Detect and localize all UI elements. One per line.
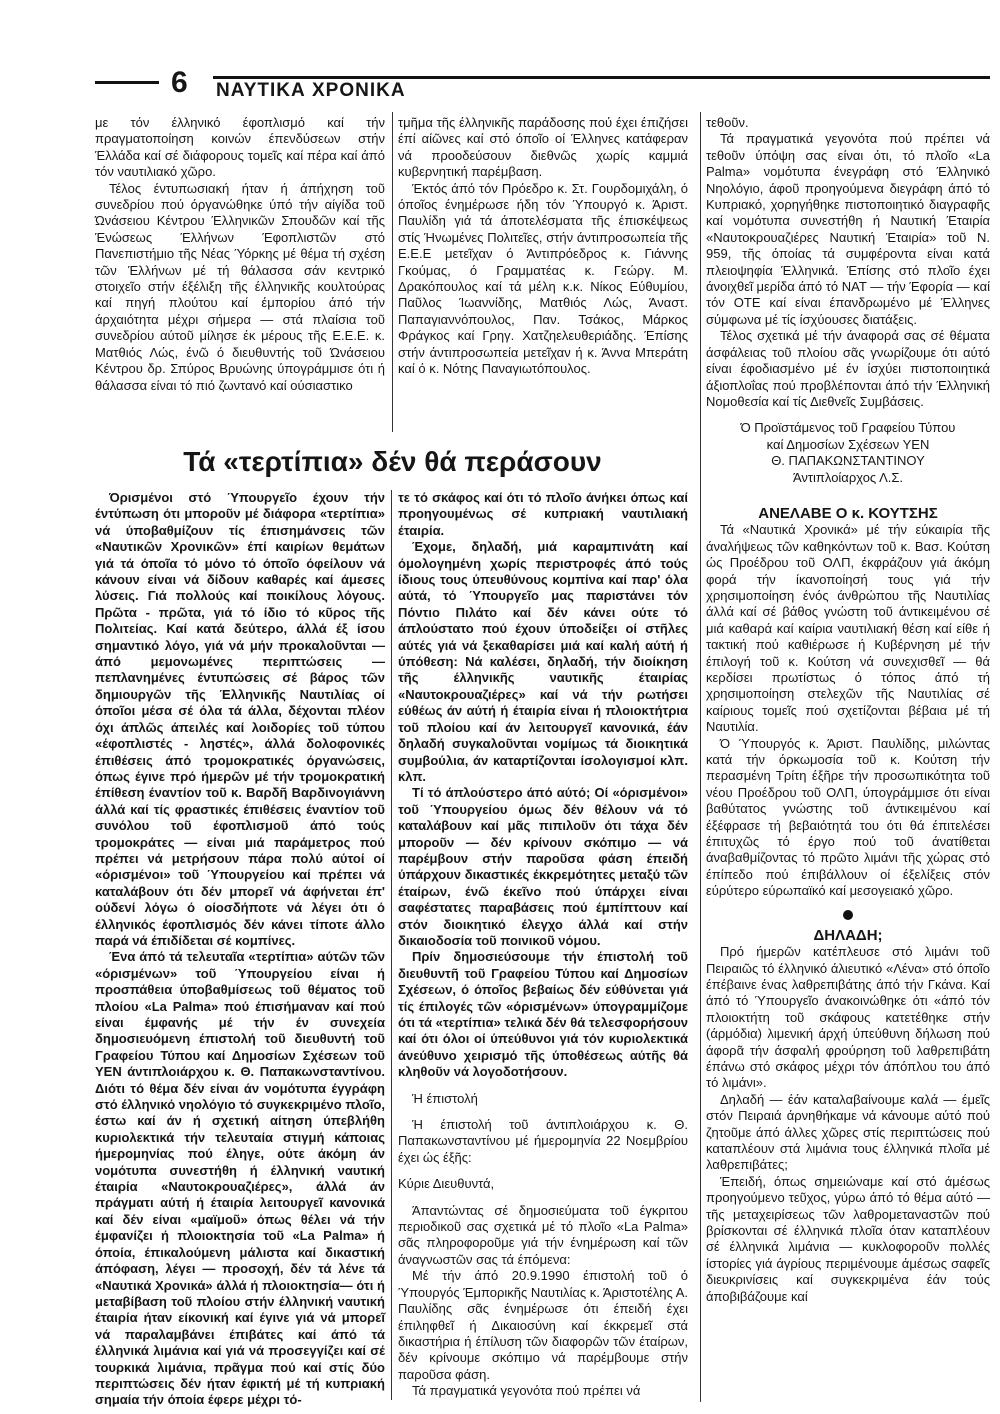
article-middle-column [398, 490, 688, 1400]
paragraph: Μέ τήν άπό 20.9.1990 έπιστολή τοῦ ό Ύπουργός Έμπορικῆς Ναυτιλίας κ. Άριστοτέλης Α. Παυλίδης σᾶς ένημέρωσε ότι έπειδή έχει έπιληφθεῖ ή Δικαιοσύνη καί έκκρεμεῖ στά δικαστήρια ή έπίλυση τῶν διαφορῶν τῶν έταίρων, δέν κρίνουμε σκόπιμο νά παρέμβουμε στήν παροῦσα φάση. [398, 1268, 688, 1382]
paragraph: τμῆμα τῆς έλληνικῆς παράδοσης πού έχει έπιζήσει έπί αίῶνες καί στό όποῖο οί Έλληνες κατάφεραν νά προοδεύσουν διεθνῶς χωρίς καμμιά κυβερνητική παρέμβαση. [398, 115, 688, 180]
separator-dot [843, 910, 853, 920]
paragraph: με τόν έλληνικό έφοπλισμό καί τήν πραγματοποίηση κοινών έπενδύσεων στήν Έλλάδα καί σέ διάφορους τομεῖς καί πέρα καί άπό τόν ναυτιλιακό χῶρο. [95, 115, 385, 180]
paragraph: Πρίν δημοσιεύσουμε τήν έπιστολή τοῦ διευθυντῆ τοῦ Γραφείου Τύπου καί Δημοσίων Σχέσεων, ό όποῖος βεβαίως δέν εύθύνεται γιά τίς έπιλογές τῶν «όρισμένων» ύπογραμμίζομε ότι τά «τερτίπια» τελικά δέν θά τελεσφορήσουν καί ότι όλοι οί ύπεύθυνοι γιά τόν κυριολεκτικά άνεύθυνο χειρισμό τῆς ύποθέσεως αύτῆς θά κληθοῦν νά λογοδοτήσουν. [398, 949, 688, 1080]
letter-intro: Ή έπιστολή τοῦ άντιπλοιάρχου κ. Θ. Παπακωνσταντίνου μέ ήμερομηνία 22 Νοεμβρίου έχει ώς έξῆς: [398, 1117, 688, 1165]
paragraph: Άπαντώντας σέ δημοσιεύματα τοῦ έγκριτου περιοδικοῦ σας σχετικά μέ τό πλοῖο «La Palma» σᾶς πληροφοροῦμε γιά τήν ένημέρωση καί τῶν άναγνωστῶν σας τά έπόμενα: [398, 1202, 688, 1267]
paragraph: τε τό σκάφος καί ότι τό πλοῖο άνήκει όπως καί προηγουμένως σέ κυπριακή ναυτιλιακή έταιρία. [398, 490, 688, 538]
paragraph: Δηλαδή — έάν καταλαβαίνουμε καλά — έμεῖς στόν Πειραιά άρνηθήκαμε νά κάνουμε αύτό πού ζητοῦμε άπό άλλες χῶρες στίς περιπτώσεις πού καταπλέουν στά λιμάνια τους έλληνικά πλοῖα μέ λαθρεπιβάτες; [706, 1091, 990, 1173]
header-rule-left [95, 81, 159, 84]
page-number: 6 [171, 66, 188, 99]
paragraph: Έκτός άπό τόν Πρόεδρο κ. Στ. Γουρδομιχάλη, ό όποῖος ένημέρωσε ήδη τόν Ύπουργό κ. Άριστ. Παυλίδη γιά τά άποτελέσματα τῆς έπισκέψεως στίς Ήνωμένες Πολιτεῖες, στήν άντιπροσωπεία τῆς Ε.Ε.Ε μετεῖχαν ό Άντιπρόεδρος κ. Γιάννης Γκούμας, ό Γραμματέας κ. Γεώργ. Μ. Δρακόπουλος καί τά μέλη κ.κ. Νίκος Εύθυμίου, Παῦλος Ίωαννίδης, Ματθιός Λώς, Άναστ. Παπαγιαννόπουλος, Παν. Τσάκος, Μάρκος Φράγκος καί Γρηγ. Χατζηελευθεριάδης. Έπίσης στήν άντιπροσωπεία μετεῖχαν ή κ. Άννα Μπεράτη καί ό κ. Νότης Παναγιωτόπουλος. [398, 180, 688, 377]
paragraph: Ό Ύπουργός κ. Άριστ. Παυλίδης, μιλώντας κατά τήν όρκωμοσία τοῦ κ. Κούτση τήν περασμένη Τρίτη έξῆρε τήν προσωπικότητα τοῦ νέου Προέδρου τοῦ ΟΛΠ, ύπογράμμισε ότι είναι βαθύτατος γνώστης τοῦ άντικειμένου καί έξέφρασε τή βεβαιότητά του ότι θά έπιτελέσει έπιτυχῶς τό έργο πού τοῦ άνατίθεται άναβαθμίζοντας τό πρῶτο λιμάνι τῆς χώρας στό έπίπεδο πού έπιβάλλουν οί έξελίξεις στόν εύρύτερο εύρωπαϊκό καί μεσογειακό χῶρο. [706, 735, 990, 899]
letter-salutation: Κύριε Διευθυντά, [398, 1176, 495, 1192]
column-divider [392, 112, 393, 432]
publication-title: ΝΑΥΤΙΚΑ ΧΡΟΝΙΚΑ [216, 80, 406, 101]
section-heading: ΔΗΛΑΔΗ; [813, 926, 883, 944]
section-heading: ΑΝΕΛΑΒΕ Ο κ. ΚΟΥΤΣΗΣ [758, 504, 938, 522]
paragraph: Έχομε, δηλαδή, μιά καραμπινάτη καί όμολογημένη χωρίς περιστροφές άπό τούς ίδιους τους ύπευθύνους κομπίνα καί παρ' όλα αύτά, τό Ύπουργεῖο μας παριστάνει τόν Πόντιο Πιλάτο καί δέν κάνει ούτε τό άπλούστατο πού έχουν ύποδείξει οί στῆλες αύτές γιά νά ξεκαθαρίσει μιά καί καλή αύτή ή ύπόθεση: Νά καλέσει, δηλαδή, τήν διοίκηση τῆς έλληνικῆς ναυτικῆς έταιρίας «Ναυτοκρουαζιέρες» καί νά τήν ρωτήσει εύθέως άν αύτή ή έταιρία είναι ή πλοιοκτήτρια τοῦ πλοίου καί άν λειτουργεῖ κανονικά, έάν δηλαδή συγκαλοῦνται νομίμως τά διοικητικά συμβούλια, άν καταρτίζονται ίσολογισμοί κλπ. κλπ. [398, 539, 688, 784]
paragraph: Όρισμένοι στό Ύπουργεῖο έχουν τήν έντύπωση ότι μποροῦν μέ διάφορα «τερτίπια» νά ύποβαθμίζουν τίς έπισημάνσεις τῶν «Ναυτικῶν Χρονικῶν» έπί καιρίων θεμάτων γιά τά όποῖα τό μόνο τό όποῖο όφείλουν νά κάνουν είναι νά δίδουν καθαρές καί άμεσες λύσεις. Γιά πολλούς καί ποικίλους λόγους. Πρῶτα - πρῶτα, γιά τό ίδιο τό κῦρος τῆς Πολιτείας. Καί κατά δεύτερο, άλλά έξ ίσου σημαντικό λόγο, γιά νά μήν προκαλοῦνται — άπό μεμονωμένες περιπτώσεις — πεπλανημένες έντυπώσεις σέ βάρος τῶν δημιουργῶν τῆς Έλληνικῆς Ναυτιλίας οί όποῖοι μέσα σέ όλα τά άλλα, δέχονται πλέον όχι άπλῶς άπειλές καί λοιδορίες τοῦ τύπου «έφοπλιστές - ληστές», άλλά δολοφονικές έπιθέσεις άπό τρομοκρατικές όργανώσεις, όπως έγινε πρό ήμερῶν μέ τήν τρομοκρατική έπίθεση έναντίον τοῦ κ. Βαρδῆ Βαρδινογιάννη άλλά καί τίς φραστικές έπιθέσεις έναντίον τοῦ συνόλου τοῦ έφοπλισμοῦ άπό τούς τρομοκράτες — είναι μιά παράμετρος πού πρέπει νά μετρήσουν πάρα πολύ αύτοί οί «όρισμένοι» τοῦ Ύπουργείου καί πρέπει νά καταλάβουν ότι δέν μπορεῖ νά άφήνεται έπ' ούδενί λόγω ό οίοσδήποτε νά λέγει ότι ό έλληνικός έφοπλισμός δέν κάνει τίποτε άλλο παρά νά έπιδίδεται σέ κομπίνες. [95, 490, 385, 948]
paragraph: Τά «Ναυτικά Χρονικά» μέ τήν εύκαιρία τῆς άναλήψεως τῶν καθηκόντων τοῦ κ. Βασ. Κούτση ώς Προέδρου τοῦ ΟΛΠ, έκφράζουν γιά άκόμη φορά τήν ίκανοποίησή τους γιά τήν χρησιμοποίηση ένός άνθρώπου τῆς Ναυτιλίας άλλά καί σέ βάθος γνώστη τοῦ άντικειμένου σέ μιά καθαρά καί καίρια ναυτιλιακή θέση καί είθε ή τακτική πού καθιέρωσε ή Κυβέρνηση μέ τήν έπιλογή τοῦ κ. Κούτση νά συνεχισθεῖ — θά κερδίσει πρωτίστως ό τόπος άπό τή χρησιμοποίηση στελεχῶν τῆς Ναυτιλίας σέ καίριους τομεῖς πού σχετίζονται βέβαια μέ τή Ναυτιλία. [706, 522, 990, 735]
paragraph: Τά πραγματικά γεγονότα πού πρέπει νά [412, 1383, 641, 1399]
signature-line: Θ. ΠΑΠΑΚΩΝΣΤΑΝΤΙΝΟΥ [771, 453, 925, 469]
column-divider [700, 112, 701, 1402]
article-left-column [95, 490, 385, 1409]
paragraph: Ένα άπό τά τελευταῖα «τερτίπια» αύτῶν τῶν «όρισμένων» τοῦ Ύπουργείου είναι ή προσπάθεια ύποβαθμίσεως τοῦ θέματος τοῦ πλοίου «La Palma» πού έπισήμαναν καί πού είναι έμφανής μέ τήν έν συνεχεία δημοσιευόμενη έπιστολή τοῦ διευθυντή τοῦ Γραφείου Τύπου καί Δημοσίων Σχέσεων τοῦ ΥΕΝ άντιπλοιάρχου κ. Θ. Παπακωνσταντίνου. Διότι τό θέμα δέν είναι άν νομότυπα έγγράφη στό έλληνικό νηολόγιο τό συγκεκριμένο πλοῖο, έστω καί άν ή σχετική αίτηση ύπεβλήθη κυριολεκτικά τήν τελευταία στιγμή κάποιας ήμερομηνίας πού έληγε, ούτε άκόμη άν νομότυπα συνεστήθη ή έλληνική ναυτική έταιρία «Ναυτοκρουαζιέρες», άλλά άν πράγματι αύτή ή έταιρία λειτουργεῖ κανονικά καί δέν είναι «μαϊμοῦ» όπως θέλει νά τήν έμφανίζει ή πλοιοκτησία τοῦ «La Palma» ή όποία, έπικαλούμενη μάλιστα καί δικαστική άπόφαση, λέγει — προσοχή, δέν τά λένε τά «Ναυτικά Χρονικά» άλλά ή πλοιοκτησία— ότι ή μεταβίβαση τοῦ πλοίου στήν έλληνική ναυτική έταιρία ήταν είκονική καί έγινε γιά νά μπορεῖ νά παραλαμβάνει έπιβάτες καί άπό τά έλληνικά λιμάνια καί γιά νά προσεγγίζει καί σέ τουρκικά λιμάνια, πρᾶγμα πού καί στίς δύο περιπτώσεις δέν ήταν έφικτή μέ τή κυπριακή σημαία τήν όποία έφερε μέχρι τό- [95, 949, 385, 1408]
paragraph: Τέλος σχετικά μέ τήν άναφορά σας σέ θέματα άσφάλειας τοῦ πλοίου σᾶς γνωρίζουμε ότι αύτό είναι έφοδιασμένο μέ έν ίσχύει πιστοποιητικά άξιοπλοΐας πού προβλέπονται άπό τήν Έλληνική Νομοθεσία καί τίς Διεθνεῖς Συμβάσεις. [706, 328, 990, 409]
header-rule-right [213, 76, 990, 79]
paragraph: Τά πραγματικά γεγονότα πού πρέπει νά τεθοῦν ύπόψη σας είναι ότι, τό πλοῖο «La Palma» νομότυπα ένεγράφη στό Έλληνικό Νηολόγιο, άφοῦ προηγούμενα διεγράφη άπό τό Κυπριακό, χορηγήθηκε πιστοποιητικό διαγραφῆς καί νομότυπα συνεστήθη ή Ναυτική Έταιρία «Ναυτοκρουαζιέρες Ναυτική Έταιρία» τοῦ Ν. 959, τῆς όποίας τά συμφέροντα είναι κατά πλειοψηφία Έλληνικά. Έπίσης στό πλοῖο έχει άνοιχθεῖ μερίδα άπό τό ΝΑΤ — τήν Έφορία — καί τόν ΟΤΕ καί είναι έπανδρωμένο μέ Έλληνες σύμφωνα μέ τίς ίσχύουσες διατάξεις. [706, 131, 990, 327]
letter-heading: Ή έπιστολή [412, 1090, 478, 1106]
paragraph: Τέλος έντυπωσιακή ήταν ή άπήχηση τοῦ συνεδρίου πού όργανώθηκε ύπό τήν αίγίδα τοῦ Ώνάσειου Κέντρου Έλληνικῶν Σπουδῶν καί τῆς Ένώσεως Έλλήνων Έφοπλιστῶν στό Πανεπιστήμιο τῆς Νέας Ύόρκης μέ θέμα τή σχέση τῶν Έλλήνων μέ τή θάλασσα σάν κεντρικό στοιχεῖο στήν έξέλιξη τῆς έλληνικῆς κουλτούρας καί πηγή πλούτου καί έμπορίου άπό τήν άρχαιότητα μέχρι σήμερα — στά πλαίσια τοῦ συνεδρίου αύτοῦ μίλησε έκ μέρους τῆς Ε.Ε.Ε. κ. Ματθιός Λώς, ένῶ ό διευθυντής τοῦ Ώνάσειου Κέντρου δρ. Σπύρος Βρυώνης ύπογράμμισε ότι ή θάλασσα είναι τό πιό ζωντανό καί ούσιαστικο [95, 180, 385, 393]
signature-line: Ό Προϊστάμενος τοῦ Γραφείου Τύπου [740, 420, 956, 436]
paragraph: τεθοῦν. [706, 115, 749, 130]
top-middle-column [398, 115, 688, 378]
top-left-column [95, 115, 385, 394]
paragraph: Πρό ήμερῶν κατέπλευσε στό λιμάνι τοῦ Πειραιῶς τό έλληνικό άλιευτικό «Λένα» στό όποῖο έπέβαινε ένας λαθρεπιβάτης άπό τήν Γκάνα. Καί άπό τό Ύπουργεῖο άνακοινώθηκε ότι «άπό τόν πλοιοκτήτη τοῦ σκάφους κατετέθηκε στήν (άρμόδια) λιμενική άρχή ύπεύθυνη δήλωση πού άφορᾶ τήν άσφαλή φρούρηση τοῦ λαθρεπιβάτη έπάνω στό σκάφος μέχρι τόν άπόπλου του άπό τό λιμάνι». [706, 944, 990, 1091]
signature-line: Άντιπλοίαρχος Λ.Σ. [792, 469, 904, 485]
column-divider [391, 490, 392, 1400]
signature-line: καί Δημοσίων Σχέσεων ΥΕΝ [766, 436, 930, 452]
paragraph: Τί τό άπλούστερο άπό αύτό; Οί «όρισμένοι» τοῦ Ύπουργείου όμως δέν θέλουν νά τό καταλάβουν καί μᾶς πιπιλοῦν ότι τάχα δέν μποροῦν — δέν κρίνουν σκόπιμο — νά παρέμβουν στήν παροῦσα φάση έπειδή ύπάρχουν δικαστικές έκκρεμότητες μεταξύ τῶν έταίρων, ένῶ έκεῖνο πού ύπάρχει είναι σαφέστατες παραβάσεις πού έμπίπτουν καί στόν διοικητικό έλεγχο άλλά καί στήν δικαιοδοσία τοῦ ποινικοῦ νόμου. [398, 785, 688, 948]
article-headline: Τά «τερτίπια» δέν θά περάσουν [183, 446, 602, 477]
paragraph: Έπειδή, όπως σημειώναμε καί στό άμέσως προηγούμενο τεῦχος, γύρω άπό τό θέμα αύτό — τῆς μεταχειρίσεως τῶν λαθρομεταναστῶν πού βρίσκονται σέ έλληνικά πλοῖα όταν καταπλέουν σέ έλληνικά λιμάνια — κυκλοφοροῦν πολλές ίστορίες γιά άγρίους περιμένουμε άμέσως σαφεῖς διευκρινίσεις καί συγκεκριμένα έάν τούς άποβιβάζουμε καί [706, 1173, 990, 1304]
right-column [706, 115, 990, 1305]
